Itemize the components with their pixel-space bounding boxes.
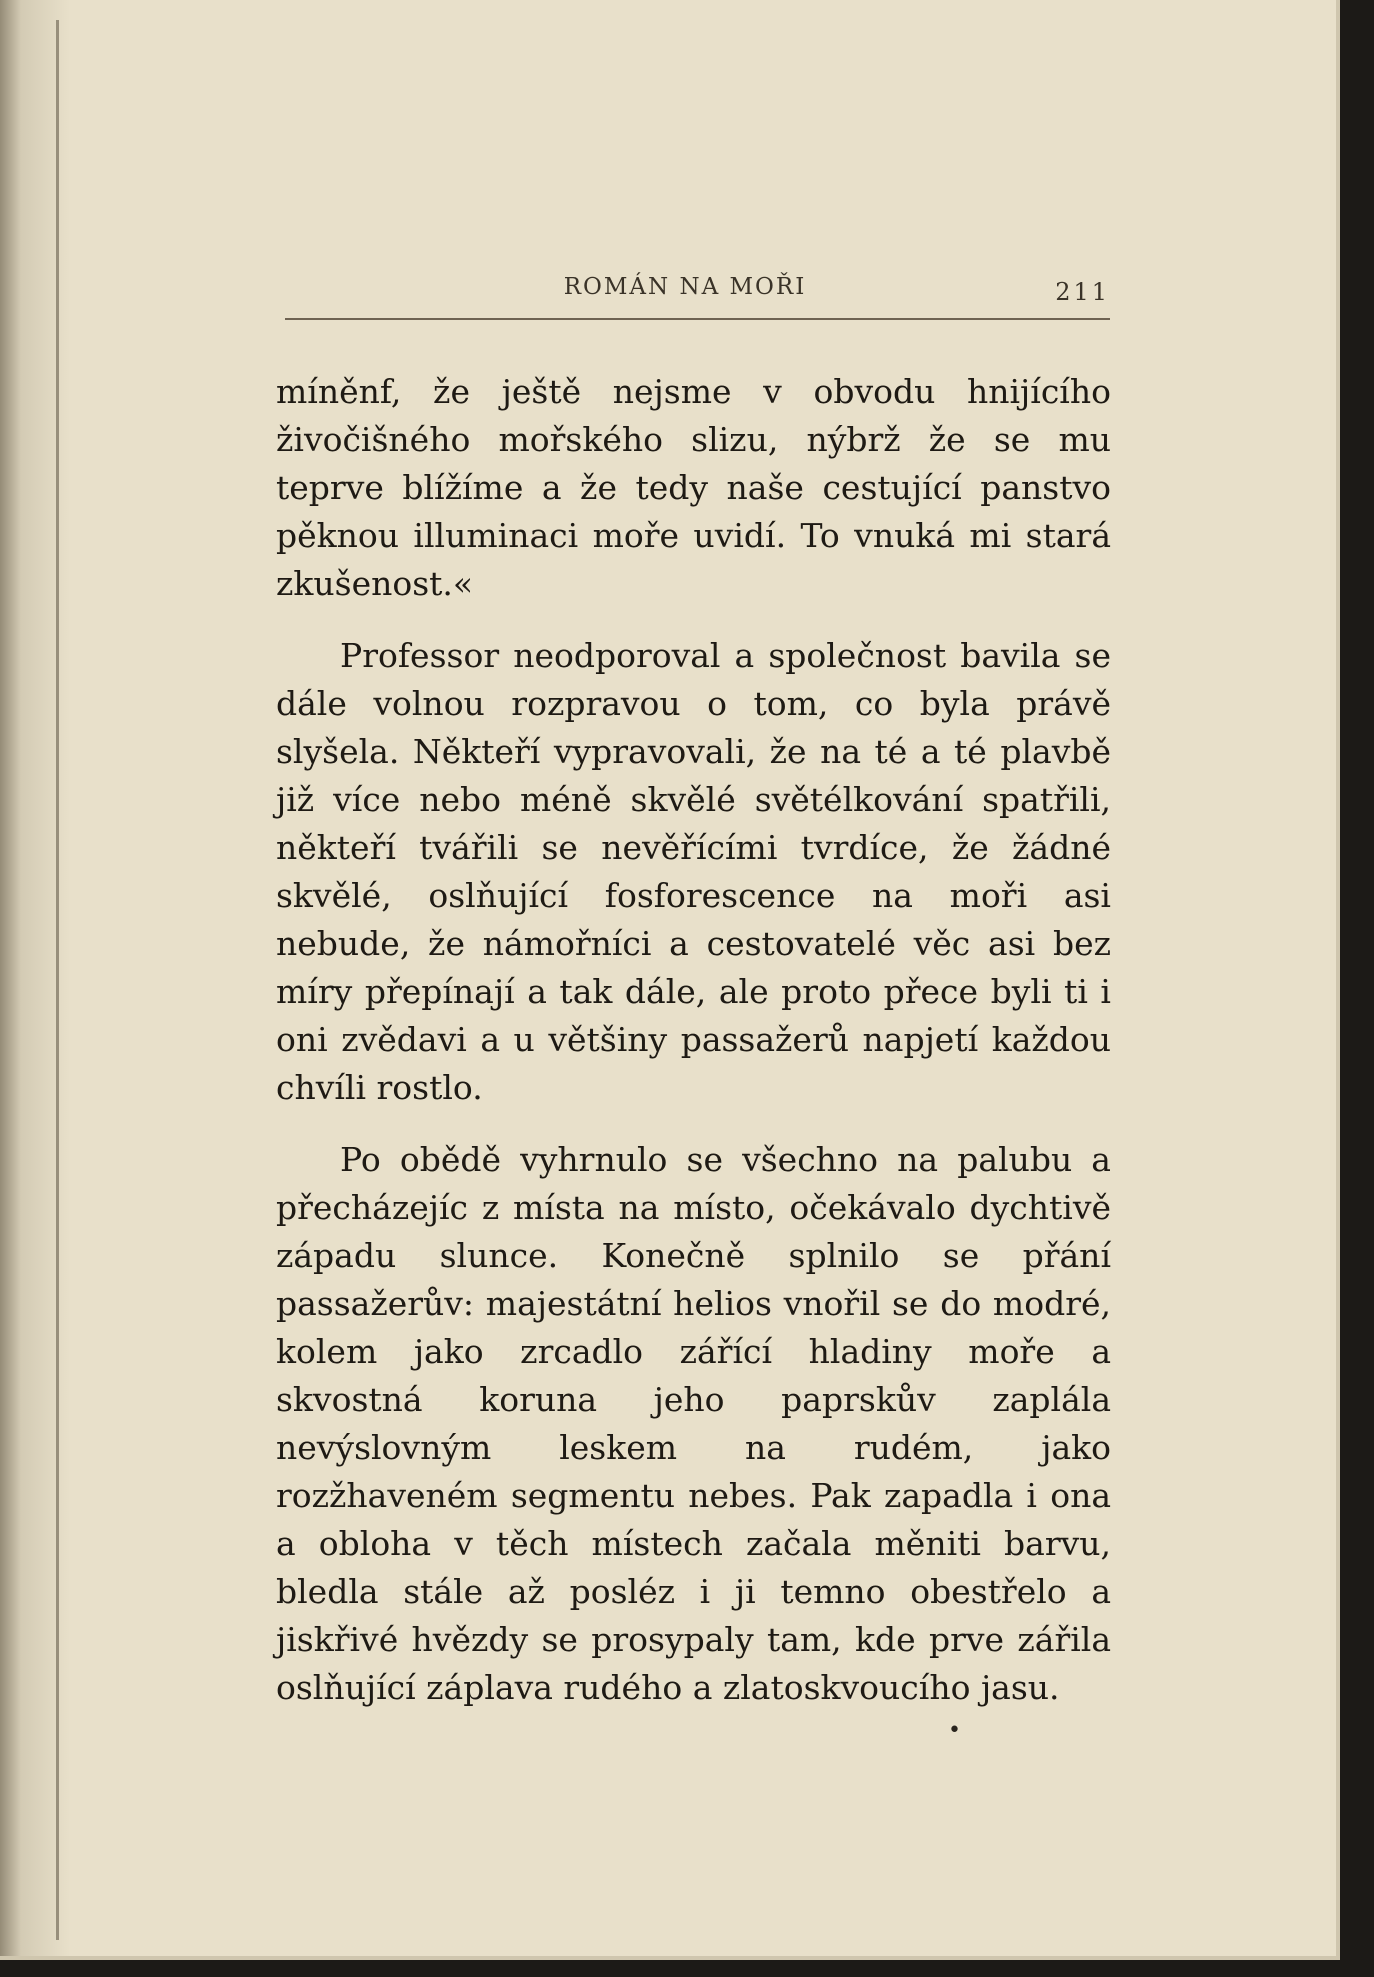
body-text xyxy=(276,368,1111,1712)
binding-gutter-line xyxy=(56,20,59,1940)
running-title: ROMÁN NA MOŘI xyxy=(563,274,807,300)
paragraph: Po obědě vyhrnulo se všechno na palubu a přecházejíc z místa na místo, očekávalo dychtivě západu slunce. Konečně splnilo se přání passažerův: majestátní helios vnořil se do modré, kolem jako zrcadlo zářící hladiny moře a skvostná koruna jeho paprskův zaplála nevýslovným leskem na rudém, jako rozžhaveném segmentu nebes. Pak zapadla i ona a obloha v těch místech začala měniti barvu, bledla stále až posléz i ji temno obestřelo a jiskřivé hvězdy se prosypaly tam, kde prve zářila oslňující záplava rudého a zlatoskvoucího jasu. xyxy=(276,1140,1111,1707)
page-number: 211 xyxy=(1055,278,1110,306)
paragraph: Professor neodporoval a společnost bavila se dále volnou rozpravou o tom, co byla právě slyšela. Někteří vypravovali, že na té a té plavbě již více nebo méně skvělé světélkování spatřili, někteří tvářili se nevěřícími tvrdíce, že žádné skvělé, oslňující fosforescence na moři asi nebude, že námořníci a cestovatelé věc asi bez míry přepínají a tak dále, ale proto přece byli ti i oni zvědavi a u většiny passažerů napjetí každou chvíli rostlo. xyxy=(276,636,1111,1107)
header-rule xyxy=(285,318,1110,320)
binding-gutter-shadow xyxy=(0,0,70,1956)
paragraph: míněnf, že ještě nejsme v obvodu hnijícího živočišného mořského slizu, nýbrž že se mu teprve blížíme a že tedy naše cestující panstvo pěknou illuminaci moře uvidí. To vnuká mi stará zkušenost.« xyxy=(276,372,1111,603)
end-ornament: • xyxy=(948,1718,961,1743)
running-head xyxy=(285,270,1110,310)
